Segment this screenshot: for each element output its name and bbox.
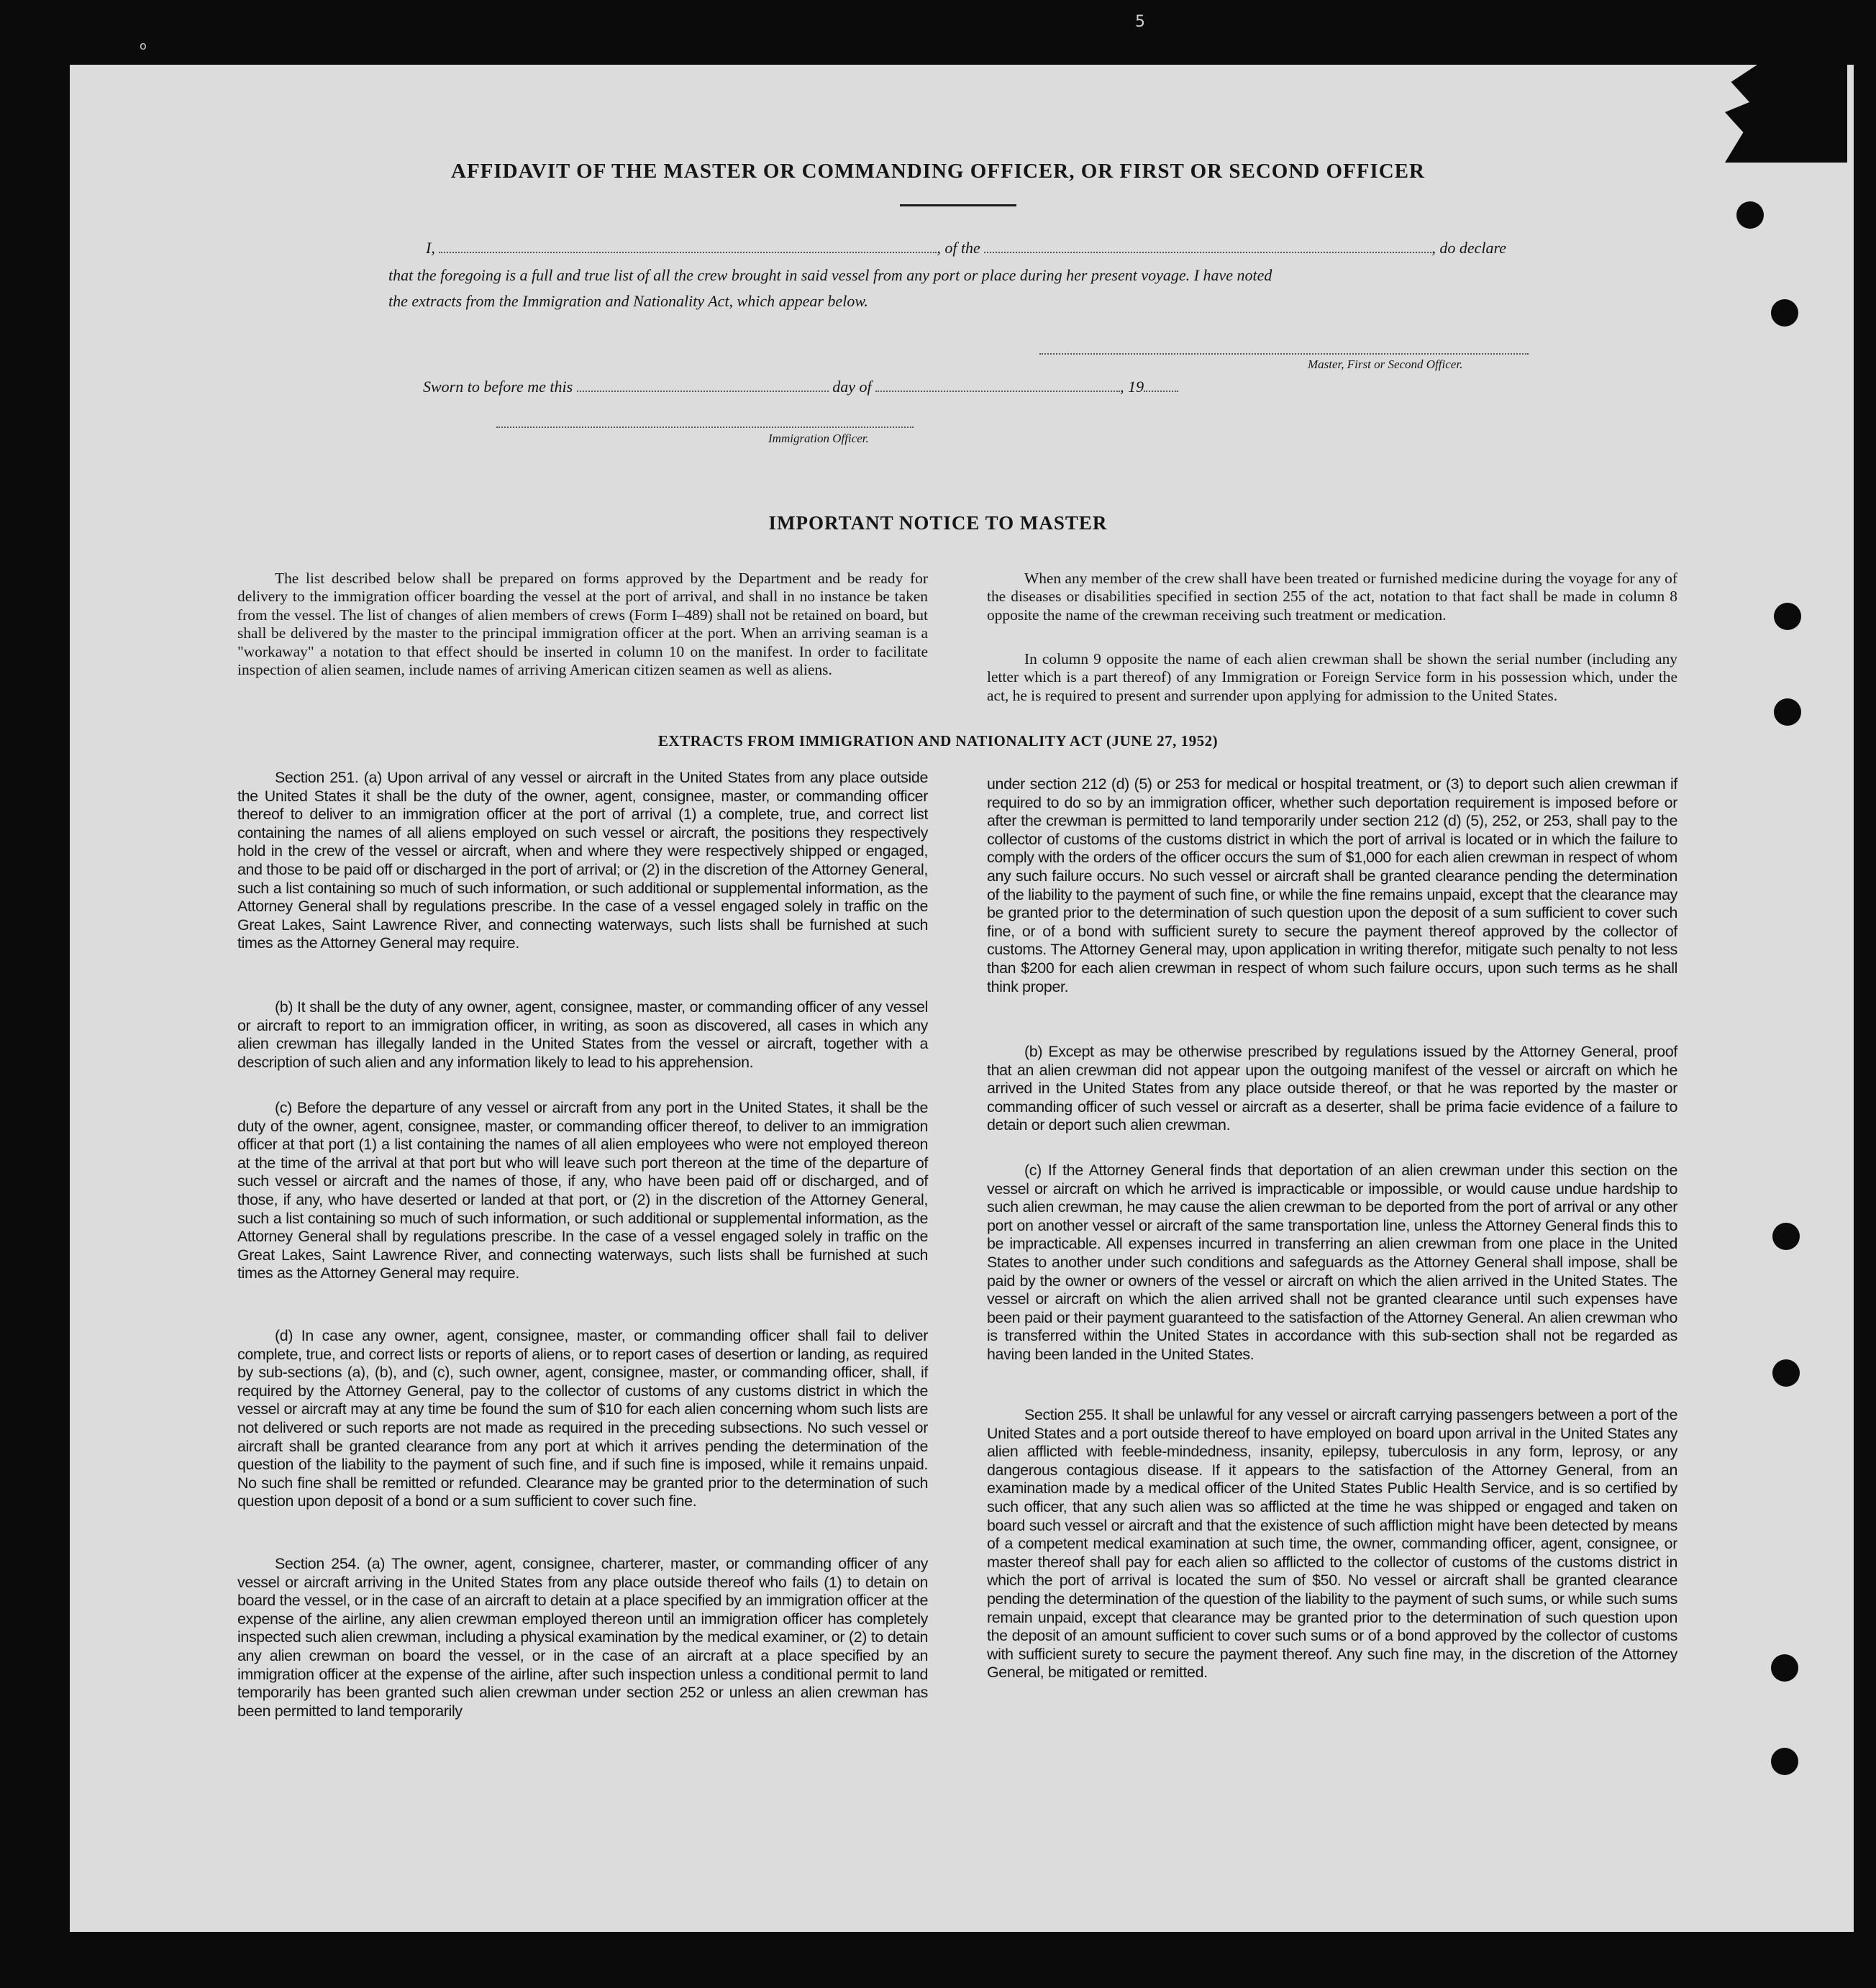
section-254-a-continued: under section 212 (d) (5) or 253 for medical or hospital treatment, or (3) to deport such alien crewman if required to do so by an immigration officer, whether such deportation requirement is imposed before or after the crewman is permitted to land temporarily under section 212 (d) (5), 252, or 253, shall pay to the collector of customs of the customs district in which the port of arrival is located or in which the failure to comply with the orders of the officer occurs the sum of $1,000 for each alien crewman in respect of whom any such failure occurs. No such vessel or aircraft shall be granted clearance pending the determination of the liability to the payment of such fine, or while the fine remains unpaid, except that the clearance may be granted prior to the determination of such question upon the deposit of a sum sufficient to cover such fine, or of a bond with sufficient surety to secure the payment thereof approved by the collector of customs. The Attorney General may, upon application in writing therefor, mitigate such penalty to not less than $200 for each alien crewman in respect of whom such failure occurs, upon such terms as he shall think proper. — [987, 775, 1677, 995]
sworn-label: Sworn to before me this — [423, 378, 573, 396]
punch-hole — [1771, 1654, 1798, 1682]
section-251-a: Section 251. (a) Upon arrival of any vessel or aircraft in the United States from any place outside the United States it shall be the duty of the owner, agent, consignee, master, or commanding officer thereof to deliver to an immigration officer at the port of arrival (1) a complete, true, and correct list containing the names of all aliens employed on such vessel or aircraft, the positions they respectively hold in the crew of the vessel or aircraft, when and where they were respectively shipped or engaged, and those to be paid off or discharged in the port of arrival; or (2) in the discretion of the Attorney General, such a list containing so much of such information, or such additional or supplemental information, as the Attorney General shall by regulations prescribe. In the case of a vessel engaged solely in traffic on the Great Lakes, Saint Lawrence River, and connecting waterways, such lists shall be furnished at such times as the Attorney General may require. — [237, 769, 928, 952]
master-signature-line — [1039, 353, 1529, 355]
affidavit-line-1 — [426, 239, 1506, 257]
punch-hole — [1736, 201, 1764, 229]
master-caption: Master, First or Second Officer. — [1308, 357, 1463, 371]
notice-title: IMPORTANT NOTICE TO MASTER — [768, 512, 1108, 534]
section-251-b: (b) It shall be the duty of any owner, agent, consignee, master, or commanding officer of any vessel or aircraft to report to an immigration officer, in writing, as soon as discovered, all cases in which any alien crewman has illegally landed in the United States from the vessel or aircraft, together with a description of such alien and any information likely to lead to his apprehension. — [237, 998, 928, 1071]
notice-right-paragraph-2: In column 9 opposite the name of each alien crewman shall be shown the serial number (including any letter which is a part thereof) of any Immigration or Foreign Service form in his possession which, under the act, he is required to present and surrender upon applying for admission to the United States. — [987, 650, 1677, 704]
punch-hole — [1771, 1748, 1798, 1775]
i-label: I, — [426, 239, 435, 257]
day-blank — [577, 390, 829, 392]
section-255: Section 255. It shall be unlawful for any vessel or aircraft carrying passengers between a port of the United States and a port outside thereof to have employed on board upon arrival in the United States any alien afflicted with feeble-mindedness, insanity, epilepsy, tuberculosis in any form, leprosy, or any dangerous contagious disease. If it appears to the satisfaction of the Attorney General, from an examination made by a medical officer of the United States Public Health Service, and is so certified by such officer, that any such alien was so afflicted at the time he was shipped or engaged and taken on board such vessel or aircraft and that the existence of such affliction might have been detected by means of a competent medical examination at such time, the owner, commanding officer, agent, consignee, or master thereof shall pay for each alien so afflicted to the collector of customs of the customs district in which the port of arrival is located the sum of $50. No vessel or aircraft shall be granted clearance pending the determination of the question of the liability to the payment of such sums, or while such sums remain unpaid, except that clearance may be granted prior to the determination of such question upon the deposit of an amount sufficient to cover such sums or of a bond approved by the collector of customs with sufficient surety to secure the payment thereof. Any such fine may, in the discretion of the Attorney General, be mitigated or remitted. — [987, 1406, 1677, 1682]
year-label: , 19 — [1120, 378, 1144, 396]
punch-hole — [1772, 1223, 1800, 1250]
section-254-b: (b) Except as may be otherwise prescribed by regulations issued by the Attorney General, proof that an alien crewman did not appear upon the outgoing manifest of the vessel or aircraft on which he arrived in the United States from any place outside thereof, or that he was reported by the master or commanding officer of such vessel or aircraft as a deserter, shall be prima facie evidence of a failure to detain or deport such alien crewman. — [987, 1043, 1677, 1134]
affidavit-line-2: that the foregoing is a full and true list of all the crew brought in said vessel from any port or place during her present voyage. I have noted — [388, 266, 1272, 284]
declare-label: , do declare — [1431, 239, 1506, 257]
notice-right-paragraph-1: When any member of the crew shall have been treated or furnished medicine during the voyage for any of the diseases or disabilities specified in section 255 of the act, notation to that fact shall be made in column 8 opposite the name of the crewman receiving such treatment or medication. — [987, 570, 1677, 624]
of-the-label: , of the — [937, 239, 980, 257]
title-rule — [900, 204, 1016, 206]
notice-left-paragraph: The list described below shall be prepared on forms approved by the Department and be ready for delivery to the immigration officer boarding the vessel at the port of arrival, and shall in no instance be taken from the vessel. The list of changes of alien members of crews (Form I–489) shall not be retained on board, but shall be delivered by the master to the principal immigration officer at the port. When an arriving seaman is a "workaway" a notation to that effect should be inserted in column 10 on the manifest. In order to facilitate inspection of alien seamen, include names of arriving American citizen seamen as well as aliens. — [237, 570, 928, 679]
name-blank — [439, 251, 937, 253]
punch-hole — [1771, 299, 1798, 327]
year-blank — [1144, 390, 1178, 392]
section-251-d: (d) In case any owner, agent, consignee, master, or commanding officer shall fail to deliver complete, true, and correct lists or reports of aliens, or to report cases of desertion or landing, as required by sub-sections (a), (b), and (c), such owner, agent, consignee, master, or commanding officer, shall, if required by the Attorney General, pay to the collector of customs of any customs district in which the vessel or aircraft may at any time be found the sum of $10 for each alien concerning whom such lists are not delivered or such reports are not made as required in the preceding subsections. No such vessel or aircraft shall be granted clearance from any port at which it arrives pending the determination of the question of the liability to the payment of such fine, and if such fine is imposed, while it remains unpaid. No such fine shall be remitted or refunded. Clearance may be granted prior to the determination of such question upon deposit of a bond or a sum sufficient to cover such fine. — [237, 1327, 928, 1510]
punch-hole — [1774, 603, 1801, 630]
top-scan-mark: 5 — [1135, 13, 1145, 31]
month-blank — [875, 390, 1120, 392]
day-of-label: day of — [832, 378, 872, 396]
corner-scan-mark: o — [140, 39, 147, 53]
officer-signature-line — [496, 427, 914, 428]
vessel-blank — [984, 251, 1431, 253]
extracts-title: EXTRACTS FROM IMMIGRATION AND NATIONALITY ACT (JUNE 27, 1952) — [657, 732, 1219, 749]
punch-hole — [1774, 698, 1801, 726]
binder-clip-shadow — [1725, 62, 1847, 163]
affidavit-title: AFFIDAVIT OF THE MASTER OR COMMANDING OFFICER, OR FIRST OR SECOND OFFICER — [451, 160, 1425, 183]
section-251-c: (c) Before the departure of any vessel or aircraft from any port in the United States, it shall be the duty of the owner, agent, consignee, master, or commanding officer thereof, to deliver to an immigration officer at that port (1) a list containing the names of all alien employees who were not employed thereon at the time of the arrival at that port but who will leave such port thereon at the time of the departure of such vessel or aircraft and the names of those, if any, who have been paid off or discharged, and of those, if any, who have deserted or landed at that port, or (2) in the discretion of the Attorney General, such a list containing so much of such information, or such additional or supplemental information, as the Attorney General shall by regulations prescribe. In the case of a vessel engaged solely in traffic on the Great Lakes, Saint Lawrence River, and connecting waterways, such lists shall be furnished at such times as the Attorney General may require. — [237, 1099, 928, 1282]
sworn-line — [423, 378, 1178, 396]
section-254-a: Section 254. (a) The owner, agent, consignee, charterer, master, or commanding officer of any vessel or aircraft arriving in the United States from any place outside thereof who fails (1) to detain on board the vessel, or in the case of an aircraft to detain at a place specified by an immigration officer at the expense of the airline, any alien crewman employed thereon until an immigration officer has completely inspected such alien crewman, including a physical examination by the medical examiner, or (2) to detain any alien crewman on board the vessel, or in the case of an aircraft at a place specified by an immigration officer at the expense of the airline, after such inspection unless a conditional permit to land temporarily has been granted such alien crewman under section 252 or unless an alien crewman has been permitted to land temporarily — [237, 1555, 928, 1720]
punch-hole — [1772, 1359, 1800, 1387]
section-254-c: (c) If the Attorney General finds that deportation of an alien crewman under this section on the vessel or aircraft on which he arrived is impracticable or impossible, or would cause undue hardship to such alien crewman, he may cause the alien crewman to be deported from the port of arrival or any other port on another vessel or aircraft of the same transportation line, unless the Attorney General finds this to be impracticable. All expenses incurred in transferring an alien crewman from one place in the United States to another under such conditions and safeguards as the Attorney General shall impose, shall be paid by the owner or owners of the vessel or aircraft on which the alien arrived in the United States. The vessel or aircraft on which the alien arrived shall not be granted clearance until such expenses have been paid or their payment guaranteed to the satisfaction of the Attorney General. An alien crewman who is transferred within the United States in accordance with this sub-section shall not be regarded as having been landed in the United States. — [987, 1162, 1677, 1363]
affidavit-line-3: the extracts from the Immigration and Nationality Act, which appear below. — [388, 292, 868, 310]
officer-caption: Immigration Officer. — [768, 432, 869, 445]
